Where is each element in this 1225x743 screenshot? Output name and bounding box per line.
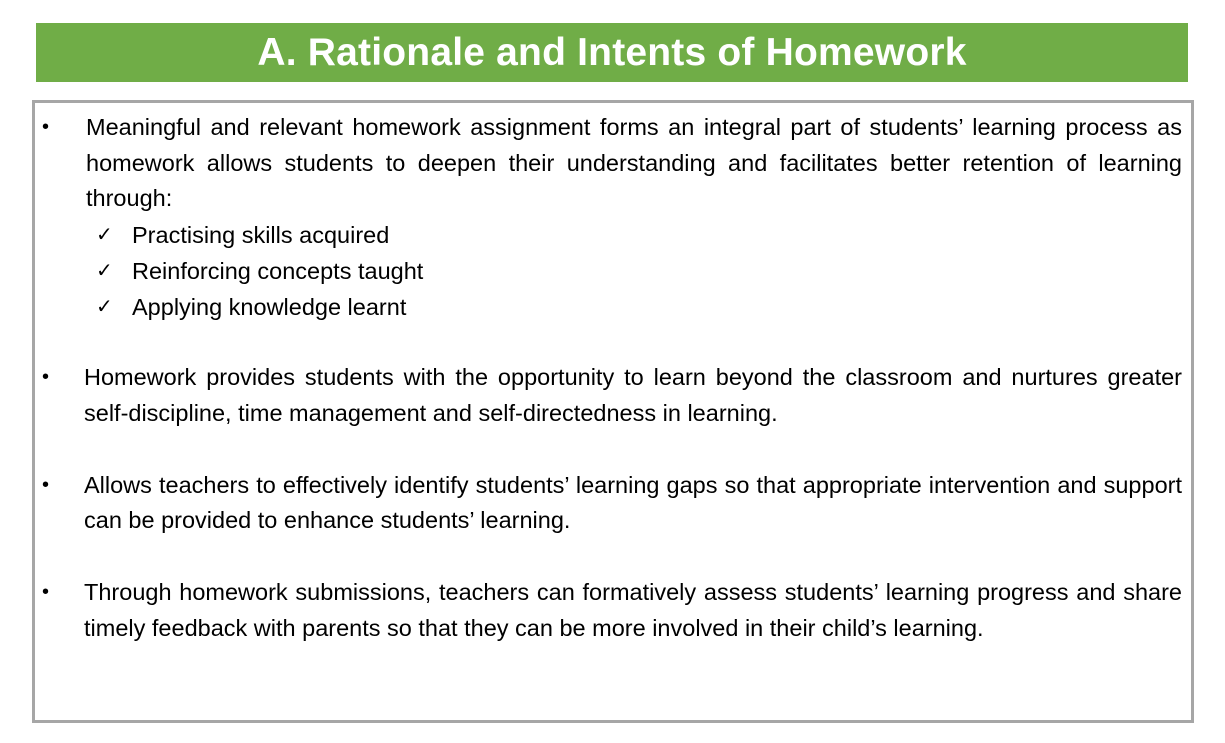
bullet-icon: • xyxy=(42,116,50,138)
sub-list xyxy=(84,217,1182,325)
sub-list-item xyxy=(84,253,1182,289)
page-title: A. Rationale and Intents of Homework xyxy=(257,31,967,74)
sub-list-item-text: Reinforcing concepts taught xyxy=(132,258,424,285)
title-banner xyxy=(36,23,1188,82)
sub-list-item xyxy=(84,217,1182,253)
list-item xyxy=(35,110,1191,325)
checkmark-icon: ✓ xyxy=(96,224,113,247)
bullet-icon: • xyxy=(42,473,50,496)
bullet-icon: • xyxy=(42,580,50,603)
list-item xyxy=(35,575,1191,646)
list-item xyxy=(35,468,1191,539)
checkmark-icon: ✓ xyxy=(96,260,113,283)
list-item-text: Allows teachers to effectively identify students’ learning gaps so that appropriate intervention and support can be provided to enhance students’ learning. xyxy=(84,471,1182,534)
sub-list-item-text: Applying knowledge learnt xyxy=(132,294,407,321)
content-box xyxy=(32,100,1194,723)
list-item-text: Through homework submissions, teachers can formatively assess students’ learning progress and share timely feedback with parents so that they can be more involved in their child’s learning. xyxy=(84,578,1182,641)
rationale-list xyxy=(35,110,1191,646)
checkmark-icon: ✓ xyxy=(96,296,113,319)
bullet-icon: • xyxy=(42,366,50,389)
list-item xyxy=(35,360,1191,431)
sub-list-item-text: Practising skills acquired xyxy=(132,222,390,249)
list-item-text: Meaningful and relevant homework assignment forms an integral part of students’ learning process as homework allows students to deepen their understanding and facilitates better retention of learning through: xyxy=(86,114,1182,212)
sub-list-item xyxy=(84,289,1182,325)
list-item-text: Homework provides students with the opportunity to learn beyond the classroom and nurtures greater self-discipline, time management and self-directedness in learning. xyxy=(84,364,1182,426)
